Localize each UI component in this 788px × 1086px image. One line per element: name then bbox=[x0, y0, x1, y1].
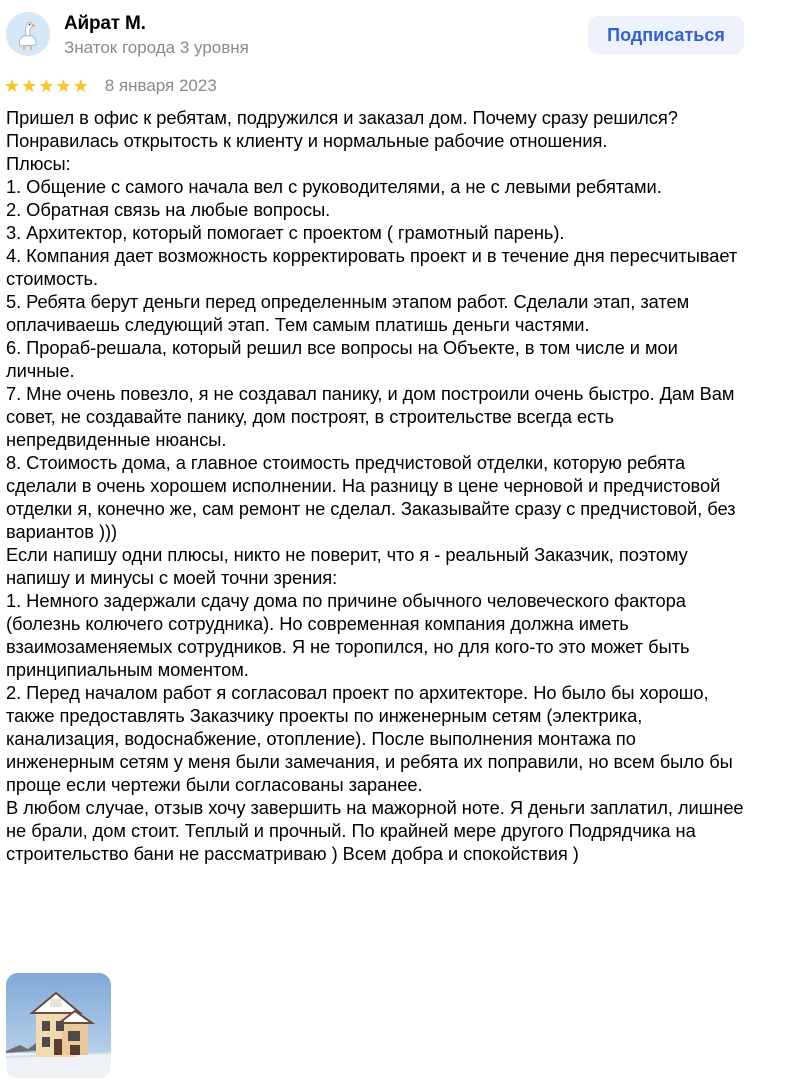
review-text bbox=[6, 106, 748, 865]
review-paragraph: 2. Обратная связь на любые вопросы. bbox=[6, 199, 331, 220]
review-paragraph: В любом случае, отзыв хочу завершить на мажорной ноте. Я деньги заплатил, лишнее не брали, дом стоит. Теплый и прочный. По крайней мере другого Подрядчика на строительство бани не рассматриваю ) Всем добра и спокойствия ) bbox=[6, 797, 744, 864]
author-level: Знаток города 3 уровня bbox=[64, 38, 249, 57]
goose-avatar-icon[interactable] bbox=[6, 12, 50, 56]
review-date: 8 января 2023 bbox=[104, 76, 217, 95]
author-name[interactable]: Айрат М. bbox=[64, 13, 146, 34]
house-photo-thumbnail[interactable] bbox=[6, 973, 111, 1078]
review-paragraph: 8. Стоимость дома, а главное стоимость предчистовой отделки, которую ребята сделали в очень хорошем исполнении. На разницу в цене черновой и предчистовой отделки я, конечно же, сам ремонт не сделал. Заказывайте сразу с предчистовой, без вариантов ))) bbox=[6, 452, 736, 542]
review-paragraph: 1. Общение с самого начала вел с руководителями, а не с левыми ребятами. bbox=[6, 176, 662, 197]
star-icon: ★ bbox=[55, 76, 72, 96]
rating-row bbox=[4, 74, 217, 98]
subscribe-button[interactable]: Подписаться bbox=[588, 16, 744, 54]
review-paragraph: Если напишу одни плюсы, никто не поверит, что я - реальный Заказчик, поэтому напишу и минусы с моей точни зрения: bbox=[6, 544, 688, 588]
review-paragraph: 6. Прораб-решала, который решил все вопросы на Объекте, в том числе и мои личные. bbox=[6, 337, 678, 381]
review-paragraph: Плюсы: bbox=[6, 153, 71, 174]
review-paragraph: 4. Компания дает возможность корректировать проект и в течение дня пересчитывает стоимость. bbox=[6, 245, 738, 289]
star-icon: ★ bbox=[72, 76, 89, 96]
star-icon: ★ bbox=[21, 76, 38, 96]
review-paragraph: 3. Архитектор, который помогает с проектом ( грамотный парень). bbox=[6, 222, 565, 243]
review-paragraph: 7. Мне очень повезло, я не создавал панику, и дом построили очень быстро. Дам Вам совет, не создавайте панику, дом построят, в строительстве всегда есть непредвиденные нюансы. bbox=[6, 383, 735, 450]
star-rating bbox=[4, 76, 89, 96]
review-paragraph: Пришел в офис к ребятам, подружился и заказал дом. Почему сразу решился? Понравилась открытость к клиенту и нормальные рабочие отношения. bbox=[6, 107, 678, 151]
star-icon: ★ bbox=[38, 76, 55, 96]
review-paragraph: 1. Немного задержали сдачу дома по причине обычного человеческого фактора (болезнь колючего сотрудника). Но современная компания должна иметь взаимозаменяемых сотрудников. Я не торопился, но для кого-то это может быть принципиальным моментом. bbox=[6, 590, 690, 680]
review-paragraph: 2. Перед началом работ я согласовал проект по архитекторе. Но было бы хорошо, также предоставлять Заказчику проекты по инженерным сетям (электрика, канализация, водоснабжение, отопление). После выполнения монтажа по инженерным сетям у меня были замечания, и ребята их поправили, но всем было бы проще если чертежи были согласованы заранее. bbox=[6, 682, 733, 795]
review-paragraph: 5. Ребята берут деньги перед определенным этапом работ. Сделали этап, затем оплачиваешь следующий этап. Тем самым платишь деньги частями. bbox=[6, 291, 690, 335]
star-icon: ★ bbox=[4, 76, 21, 96]
